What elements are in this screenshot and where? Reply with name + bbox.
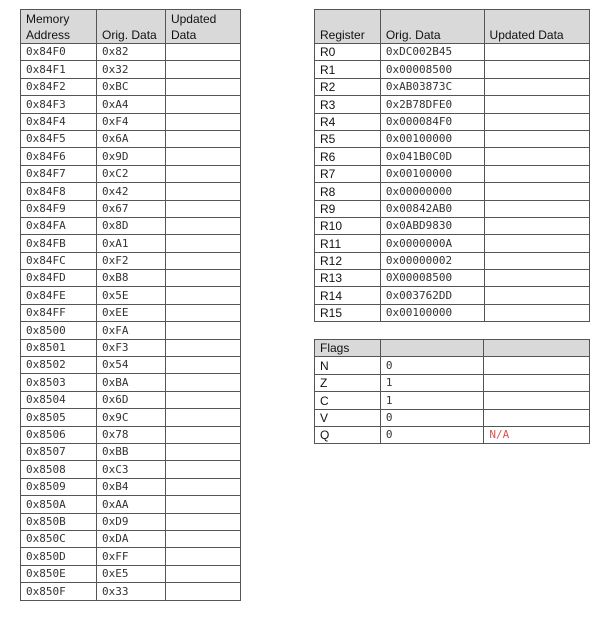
orig-data-cell: 0xDA	[97, 530, 166, 547]
updated-data-cell	[165, 409, 240, 426]
memory-row	[21, 496, 241, 513]
register-row	[315, 217, 590, 234]
row-label-cell: 0x8507	[21, 443, 97, 460]
register-row	[315, 61, 590, 78]
memory-row	[21, 252, 241, 269]
memory-table	[20, 9, 241, 601]
row-label-cell: 0x850F	[21, 583, 97, 600]
register-row	[315, 44, 590, 61]
memory-row	[21, 461, 241, 478]
orig-data-cell: 0x82	[97, 44, 166, 61]
row-label-cell: 0x84F2	[21, 78, 97, 95]
register-row	[315, 130, 590, 147]
updated-data-cell	[484, 392, 590, 409]
memory-address-header: Memory Address	[21, 10, 97, 44]
row-label-cell: Z	[315, 374, 381, 391]
row-label-cell: 0x84F9	[21, 200, 97, 217]
orig-data-cell: 0xF2	[97, 252, 166, 269]
flags-table-header	[315, 340, 590, 357]
orig-data-cell: 0xD9	[97, 513, 166, 530]
memory-row	[21, 478, 241, 495]
updated-data-cell	[165, 61, 240, 78]
register-table	[314, 9, 590, 322]
updated-data-cell	[165, 183, 240, 200]
updated-data-cell	[484, 217, 589, 234]
register-row	[315, 287, 590, 304]
orig-data-cell: 0x54	[97, 357, 166, 374]
updated-data-cell	[165, 357, 240, 374]
memory-row	[21, 443, 241, 460]
row-label-cell: 0x84F8	[21, 183, 97, 200]
updated-data-cell	[484, 287, 589, 304]
memory-updated-data-header: Updated Data	[165, 10, 240, 44]
updated-data-cell	[165, 113, 240, 130]
memory-row	[21, 235, 241, 252]
flag-row	[315, 426, 590, 443]
updated-data-cell	[484, 165, 589, 182]
orig-data-cell: 0x5E	[97, 287, 166, 304]
updated-data-cell	[484, 200, 589, 217]
row-label-cell: 0x84F7	[21, 165, 97, 182]
updated-data-cell	[165, 478, 240, 495]
updated-data-cell	[484, 235, 589, 252]
orig-data-cell: 0x00100000	[380, 165, 484, 182]
memory-row	[21, 183, 241, 200]
memory-row	[21, 270, 241, 287]
updated-data-cell: N/A	[484, 426, 590, 443]
orig-data-cell: 0xFF	[97, 548, 166, 565]
updated-data-cell	[484, 409, 590, 426]
orig-data-cell: 0x42	[97, 183, 166, 200]
updated-data-cell	[165, 426, 240, 443]
updated-data-cell	[484, 183, 589, 200]
row-label-cell: 0x8508	[21, 461, 97, 478]
memory-row	[21, 113, 241, 130]
row-label-cell: 0x8500	[21, 322, 97, 339]
orig-data-cell: 0xBC	[97, 78, 166, 95]
flag-row	[315, 357, 590, 374]
register-row	[315, 270, 590, 287]
updated-data-cell	[165, 44, 240, 61]
updated-data-cell	[165, 583, 240, 600]
row-label-cell: N	[315, 357, 381, 374]
row-label-cell: R12	[315, 252, 381, 269]
memory-row	[21, 217, 241, 234]
updated-data-cell	[484, 61, 589, 78]
orig-data-cell: 0xBB	[97, 443, 166, 460]
updated-data-cell	[165, 252, 240, 269]
updated-data-cell	[165, 565, 240, 582]
flag-row	[315, 392, 590, 409]
memory-row	[21, 513, 241, 530]
updated-data-cell	[484, 44, 589, 61]
row-label-cell: 0x84F0	[21, 44, 97, 61]
register-row	[315, 165, 590, 182]
orig-data-cell: 0	[380, 409, 484, 426]
row-label-cell: 0x84F6	[21, 148, 97, 165]
orig-data-cell: 0xDC002B45	[380, 44, 484, 61]
row-label-cell: 0x84FF	[21, 304, 97, 321]
orig-data-cell: 0x78	[97, 426, 166, 443]
row-label-cell: 0x84F1	[21, 61, 97, 78]
updated-data-cell	[165, 513, 240, 530]
register-row	[315, 200, 590, 217]
register-orig-data-header: Orig. Data	[380, 10, 484, 44]
orig-data-cell: 0xC2	[97, 165, 166, 182]
memory-row	[21, 391, 241, 408]
memory-row	[21, 583, 241, 600]
register-row	[315, 304, 590, 321]
memory-row	[21, 200, 241, 217]
updated-data-cell	[165, 304, 240, 321]
updated-data-cell	[165, 461, 240, 478]
memory-row	[21, 426, 241, 443]
row-label-cell: R5	[315, 130, 381, 147]
memory-row	[21, 357, 241, 374]
flags-header-blank	[484, 340, 590, 357]
orig-data-cell: 0x003762DD	[380, 287, 484, 304]
row-label-cell: 0x850A	[21, 496, 97, 513]
row-label-cell: 0x850E	[21, 565, 97, 582]
orig-data-cell: 0x0ABD9830	[380, 217, 484, 234]
row-label-cell: R4	[315, 113, 381, 130]
updated-data-cell	[165, 148, 240, 165]
updated-data-cell	[165, 217, 240, 234]
orig-data-cell: 0x00100000	[380, 130, 484, 147]
row-label-cell: 0x8503	[21, 374, 97, 391]
orig-data-cell: 0x8D	[97, 217, 166, 234]
orig-data-cell: 0x00000000	[380, 183, 484, 200]
updated-data-cell	[165, 235, 240, 252]
memory-row	[21, 409, 241, 426]
row-label-cell: R7	[315, 165, 381, 182]
row-label-cell: 0x8501	[21, 339, 97, 356]
memory-row	[21, 78, 241, 95]
row-label-cell: V	[315, 409, 381, 426]
memory-row	[21, 339, 241, 356]
orig-data-cell: 0x9D	[97, 148, 166, 165]
orig-data-cell: 0x00008500	[380, 61, 484, 78]
updated-data-cell	[484, 148, 589, 165]
updated-data-cell	[484, 113, 589, 130]
register-updated-data-header: Updated Data	[484, 10, 589, 44]
memory-row	[21, 148, 241, 165]
memory-table-header	[21, 10, 241, 44]
updated-data-cell	[484, 252, 589, 269]
orig-data-cell: 0xC3	[97, 461, 166, 478]
updated-data-cell	[165, 322, 240, 339]
register-table-header	[315, 10, 590, 44]
updated-data-cell	[165, 165, 240, 182]
orig-data-cell: 0x2B78DFE0	[380, 96, 484, 113]
memory-row	[21, 61, 241, 78]
memory-row	[21, 96, 241, 113]
orig-data-cell: 0x00100000	[380, 304, 484, 321]
row-label-cell: 0x84F3	[21, 96, 97, 113]
updated-data-cell	[165, 530, 240, 547]
updated-data-cell	[484, 270, 589, 287]
memory-row	[21, 44, 241, 61]
orig-data-cell: 1	[380, 392, 484, 409]
updated-data-cell	[165, 391, 240, 408]
updated-data-cell	[484, 130, 589, 147]
updated-data-cell	[165, 270, 240, 287]
orig-data-cell: 0xA4	[97, 96, 166, 113]
row-label-cell: R15	[315, 304, 381, 321]
updated-data-cell	[484, 374, 590, 391]
updated-data-cell	[165, 130, 240, 147]
register-row	[315, 113, 590, 130]
row-label-cell: 0x84FD	[21, 270, 97, 287]
updated-data-cell	[484, 357, 590, 374]
orig-data-cell: 0xAB03873C	[380, 78, 484, 95]
orig-data-cell: 0x67	[97, 200, 166, 217]
updated-data-cell	[165, 78, 240, 95]
row-label-cell: R9	[315, 200, 381, 217]
orig-data-cell: 1	[380, 374, 484, 391]
orig-data-cell: 0x00000002	[380, 252, 484, 269]
row-label-cell: 0x850D	[21, 548, 97, 565]
row-label-cell: 0x84FB	[21, 235, 97, 252]
row-label-cell: 0x84F5	[21, 130, 97, 147]
row-label-cell: 0x8506	[21, 426, 97, 443]
orig-data-cell: 0x00842AB0	[380, 200, 484, 217]
row-label-cell: R8	[315, 183, 381, 200]
row-label-cell: R3	[315, 96, 381, 113]
row-label-cell: 0x84FE	[21, 287, 97, 304]
updated-data-cell	[165, 96, 240, 113]
updated-data-cell	[165, 339, 240, 356]
updated-data-cell	[165, 374, 240, 391]
flags-header: Flags	[315, 340, 381, 357]
row-label-cell: 0x8504	[21, 391, 97, 408]
memory-row	[21, 130, 241, 147]
orig-data-cell: 0x33	[97, 583, 166, 600]
flag-row	[315, 374, 590, 391]
register-row	[315, 252, 590, 269]
orig-data-cell: 0x0000000A	[380, 235, 484, 252]
row-label-cell: Q	[315, 426, 381, 443]
register-row	[315, 78, 590, 95]
orig-data-cell: 0x6D	[97, 391, 166, 408]
orig-data-cell: 0xAA	[97, 496, 166, 513]
row-label-cell: R14	[315, 287, 381, 304]
orig-data-cell: 0x6A	[97, 130, 166, 147]
memory-row	[21, 565, 241, 582]
flags-header-blank	[380, 340, 484, 357]
orig-data-cell: 0xFA	[97, 322, 166, 339]
row-label-cell: R10	[315, 217, 381, 234]
row-label-cell: 0x84F4	[21, 113, 97, 130]
memory-row	[21, 548, 241, 565]
row-label-cell: 0x8502	[21, 357, 97, 374]
row-label-cell: R6	[315, 148, 381, 165]
row-label-cell: 0x8505	[21, 409, 97, 426]
orig-data-cell: 0xB8	[97, 270, 166, 287]
updated-data-cell	[484, 96, 589, 113]
orig-data-cell: 0x000084F0	[380, 113, 484, 130]
register-row	[315, 96, 590, 113]
orig-data-cell: 0xB4	[97, 478, 166, 495]
memory-row	[21, 304, 241, 321]
row-label-cell: 0x850C	[21, 530, 97, 547]
orig-data-cell: 0x32	[97, 61, 166, 78]
updated-data-cell	[165, 443, 240, 460]
row-label-cell: R13	[315, 270, 381, 287]
row-label-cell: R1	[315, 61, 381, 78]
orig-data-cell: 0xF4	[97, 113, 166, 130]
orig-data-cell: 0	[380, 357, 484, 374]
memory-row	[21, 322, 241, 339]
row-label-cell: R2	[315, 78, 381, 95]
row-label-cell: R0	[315, 44, 381, 61]
row-label-cell: R11	[315, 235, 381, 252]
row-label-cell: C	[315, 392, 381, 409]
orig-data-cell: 0xEE	[97, 304, 166, 321]
orig-data-cell: 0x041B0C0D	[380, 148, 484, 165]
memory-row	[21, 287, 241, 304]
updated-data-cell	[165, 287, 240, 304]
flags-table	[314, 339, 590, 444]
row-label-cell: 0x8509	[21, 478, 97, 495]
row-label-cell: 0x850B	[21, 513, 97, 530]
orig-data-cell: 0	[380, 426, 484, 443]
memory-row	[21, 165, 241, 182]
orig-data-cell: 0xBA	[97, 374, 166, 391]
register-row	[315, 148, 590, 165]
updated-data-cell	[484, 78, 589, 95]
row-label-cell: 0x84FC	[21, 252, 97, 269]
register-header: Register	[315, 10, 381, 44]
orig-data-cell: 0xF3	[97, 339, 166, 356]
orig-data-cell: 0x9C	[97, 409, 166, 426]
register-row	[315, 235, 590, 252]
updated-data-cell	[165, 548, 240, 565]
updated-data-cell	[165, 200, 240, 217]
orig-data-cell: 0xE5	[97, 565, 166, 582]
updated-data-cell	[165, 496, 240, 513]
flag-row	[315, 409, 590, 426]
orig-data-cell: 0X00008500	[380, 270, 484, 287]
updated-data-cell	[484, 304, 589, 321]
memory-row	[21, 530, 241, 547]
orig-data-cell: 0xA1	[97, 235, 166, 252]
memory-orig-data-header: Orig. Data	[97, 10, 166, 44]
row-label-cell: 0x84FA	[21, 217, 97, 234]
memory-row	[21, 374, 241, 391]
register-row	[315, 183, 590, 200]
